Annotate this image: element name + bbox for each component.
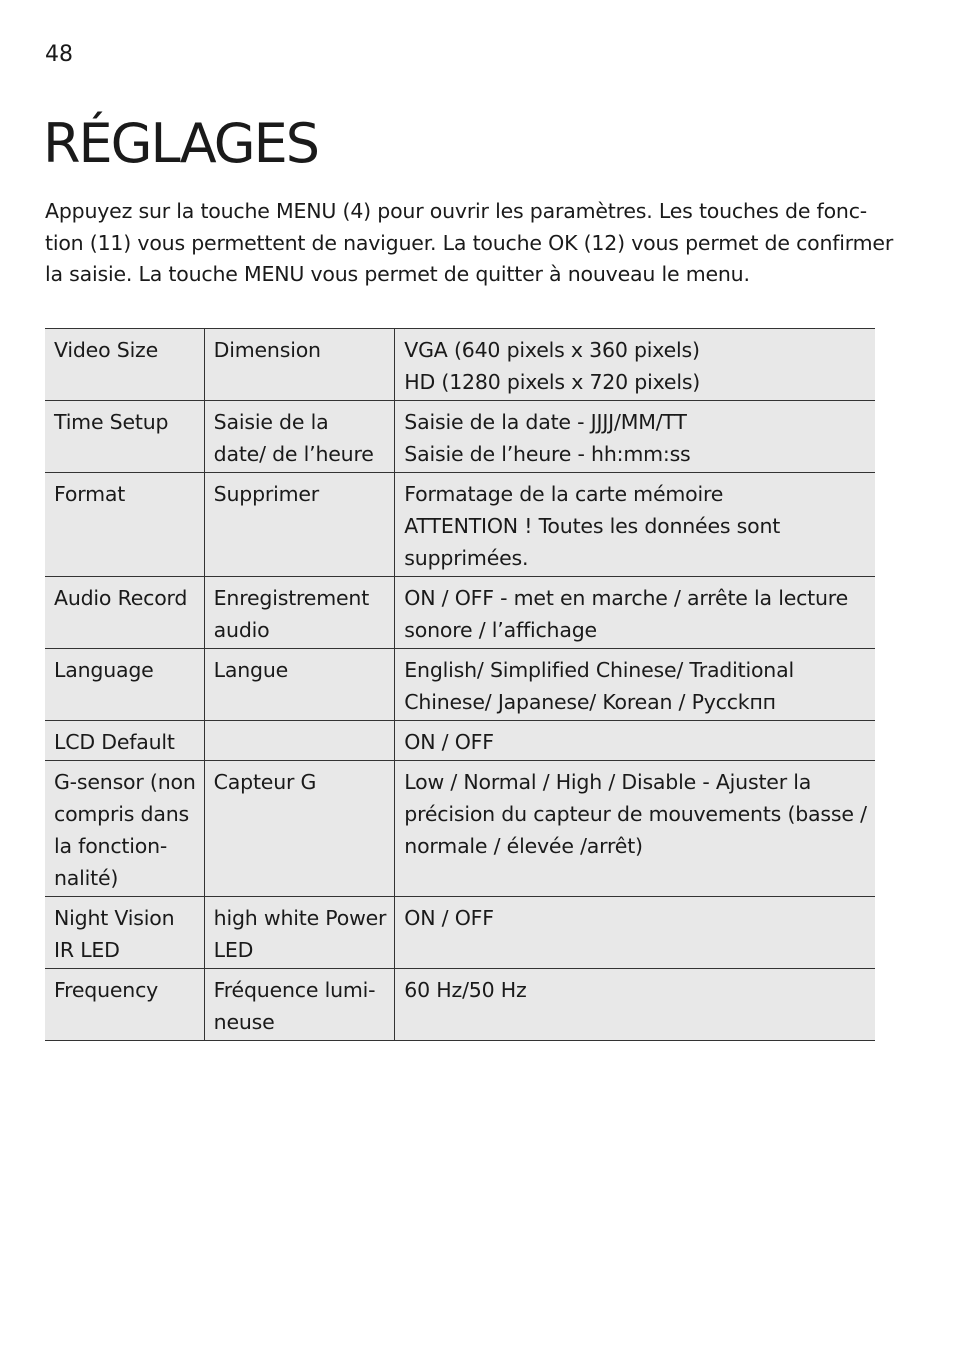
setting-cell-line: Frequency: [54, 978, 159, 1002]
name-cell-line: Saisie de la: [213, 410, 329, 434]
name-cell-line: LED: [213, 938, 254, 962]
setting-cell-line: Night Vision: [54, 906, 175, 930]
name-cell-line: Langue: [213, 658, 289, 682]
description-cell-line: sonore / l’affichage: [404, 618, 597, 642]
name-cell-line: Enregistrement: [213, 586, 370, 610]
name-cell: [204, 649, 395, 721]
description-cell-line: ATTENTION ! Toutes les données sont: [404, 514, 781, 538]
setting-cell: [45, 761, 204, 897]
name-cell-line: Dimension: [213, 338, 321, 362]
description-cell-line: English/ Simplified Chinese/ Traditional: [404, 658, 794, 682]
setting-cell-line: Language: [54, 658, 154, 682]
setting-cell: [45, 329, 204, 401]
description-cell: [395, 761, 875, 897]
setting-cell-line: IR LED: [54, 938, 120, 962]
name-cell-line: Fréquence lumi-: [213, 978, 376, 1002]
description-cell-line: 60 Hz/50 Hz: [404, 978, 527, 1002]
description-cell-line: Formatage de la carte mémoire: [404, 482, 724, 506]
description-cell: [395, 897, 875, 969]
table-row: [45, 761, 875, 897]
name-cell: [204, 897, 395, 969]
table-row: [45, 721, 875, 761]
description-cell-line: Low / Normal / High / Disable - Ajuster la: [404, 770, 812, 794]
settings-table-body: [45, 329, 875, 1041]
setting-cell: [45, 721, 204, 761]
table-row: [45, 473, 875, 577]
intro-line: la saisie. La touche MENU vous permet de quitter à nouveau le menu.: [45, 262, 750, 286]
setting-cell-line: compris dans: [54, 802, 189, 826]
description-cell: [395, 577, 875, 649]
setting-cell-line: Time Setup: [54, 410, 169, 434]
table-row: [45, 401, 875, 473]
setting-cell-line: LCD Default: [54, 730, 175, 754]
page-title: RÉGLAGES: [43, 112, 319, 175]
setting-cell-line: la fonction-: [54, 834, 168, 858]
table-row: [45, 329, 875, 401]
name-cell-line: Capteur G: [213, 770, 317, 794]
description-cell-line: ON / OFF: [404, 906, 494, 930]
description-cell-line: normale / élevée /arrêt): [404, 834, 643, 858]
name-cell-line: date/ de l’heure: [213, 442, 374, 466]
setting-cell: [45, 897, 204, 969]
setting-cell: [45, 577, 204, 649]
intro-line: tion (11) vous permettent de naviguer. La touche OK (12) vous permet de confirmer: [45, 230, 894, 255]
description-cell: [395, 721, 875, 761]
description-cell: [395, 401, 875, 473]
description-cell-line: Saisie de la date - JJJJ/MM/TT: [404, 410, 687, 434]
table-row: [45, 969, 875, 1041]
intro-line: Appuyez sur la touche MENU (4) pour ouvrir les paramètres. Les touches de fonc-: [45, 199, 867, 223]
name-cell-line: neuse: [213, 1010, 275, 1034]
description-cell-line: VGA (640 pixels x 360 pixels): [404, 338, 700, 362]
name-cell: [204, 329, 395, 401]
setting-cell: [45, 473, 204, 577]
settings-table: [45, 328, 875, 1041]
name-cell: [204, 969, 395, 1041]
description-cell-line: Saisie de l’heure - hh:mm:ss: [404, 442, 691, 466]
table-row: [45, 897, 875, 969]
description-cell-line: ON / OFF - met en marche / arrête la lecture: [404, 586, 848, 610]
setting-cell: [45, 969, 204, 1041]
name-cell: [204, 761, 395, 897]
page-number: 48: [45, 42, 73, 67]
name-cell: [204, 473, 395, 577]
name-cell-line: [214, 726, 387, 758]
setting-cell-line: Format: [54, 482, 126, 506]
description-cell-line: supprimées.: [404, 546, 529, 570]
table-row: [45, 649, 875, 721]
name-cell: [204, 401, 395, 473]
setting-cell-line: Video Size: [54, 338, 159, 362]
name-cell: [204, 721, 395, 761]
setting-cell: [45, 649, 204, 721]
description-cell-line: précision du capteur de mouvements (basse /: [404, 802, 867, 826]
intro-paragraph: [45, 196, 894, 291]
setting-cell-line: nalité): [54, 866, 119, 890]
description-cell: [395, 649, 875, 721]
name-cell-line: Supprimer: [213, 482, 320, 506]
setting-cell-line: G-sensor (non: [54, 770, 196, 794]
description-cell: [395, 969, 875, 1041]
description-cell-line: HD (1280 pixels x 720 pixels): [404, 370, 701, 394]
setting-cell-line: Audio Record: [54, 586, 188, 610]
description-cell-line: ON / OFF: [404, 730, 494, 754]
name-cell-line: audio: [213, 618, 270, 642]
description-cell: [395, 473, 875, 577]
name-cell-line: high white Power: [213, 906, 387, 930]
description-cell: [395, 329, 875, 401]
setting-cell: [45, 401, 204, 473]
name-cell: [204, 577, 395, 649]
table-row: [45, 577, 875, 649]
description-cell-line: Chinese/ Japanese/ Korean / Pycckпп: [404, 690, 776, 714]
